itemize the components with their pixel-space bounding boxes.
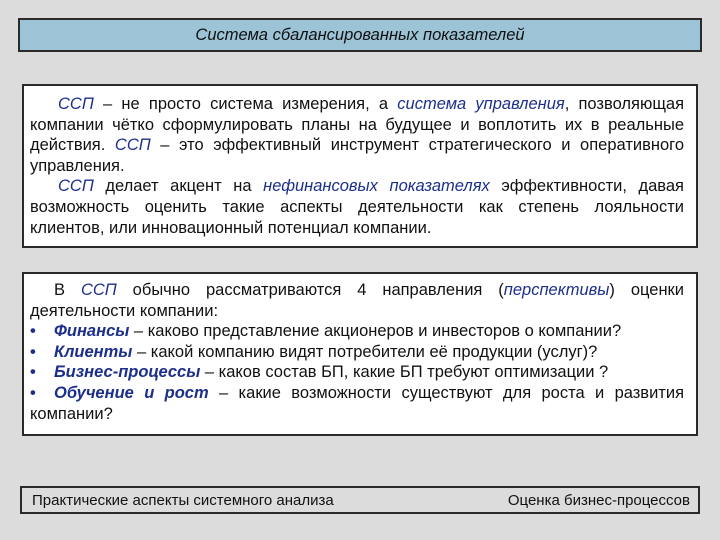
perspective-item: • Обучение и рост – какие возможности существуют для роста и развития компании?: [30, 383, 685, 423]
perspectives-box: [22, 272, 698, 436]
highlight-term: система управления: [397, 95, 565, 113]
highlight-term: нефинансовых показателях: [263, 177, 490, 196]
highlight-term: перспективы: [503, 281, 610, 299]
bullet-marker: •: [30, 322, 36, 341]
abbr-term: ССП: [80, 281, 117, 299]
perspectives-intro: В ССП обычно рассматриваются 4 направления (перспективы) оценки деятельности компании:: [30, 281, 684, 320]
abbr-term: ССП: [58, 177, 94, 196]
bullet-marker: •: [30, 383, 36, 402]
definition-box: [22, 84, 698, 248]
perspective-term: Клиенты: [54, 342, 133, 361]
bullet-marker: •: [30, 363, 36, 382]
perspective-term: Бизнес-процессы: [54, 363, 201, 382]
bullet-marker: •: [30, 342, 36, 361]
footer-topic-title: Оценка бизнес-процессов: [507, 491, 690, 509]
definition-paragraph-1: ССП – не просто система измерения, а система управления, позволяющая компании чётко сформулировать планы на будущее и воплотить их в реальные действия. ССП – это эффективный инструмент стратегического и оперативного управления.: [30, 95, 685, 175]
slide-footer: [20, 486, 700, 514]
slide-title: Система сбалансированных показателей: [195, 25, 525, 44]
perspective-item: • Финансы – каково представление акционеров и инвесторов о компании?: [30, 322, 622, 341]
slide-title-bar: [18, 18, 702, 52]
perspective-term: Обучение и рост: [54, 383, 209, 402]
abbr-term: ССП: [114, 136, 151, 155]
perspective-item: • Клиенты – какой компанию видят потребители её продукции (услуг)?: [30, 342, 598, 361]
abbr-term: ССП: [58, 95, 94, 113]
perspective-term: Финансы: [54, 322, 130, 341]
perspective-item: • Бизнес-процессы – каков состав БП, какие БП требуют оптимизации ?: [30, 363, 609, 382]
definition-paragraph-2: ССП делает акцент на нефинансовых показателях эффективности, давая возможность оценить такие аспекты деятельности как степень лояльности клиентов, или инновационный потенциал компании.: [30, 177, 684, 237]
footer-course-title: Практические аспекты системного анализа: [32, 491, 334, 509]
